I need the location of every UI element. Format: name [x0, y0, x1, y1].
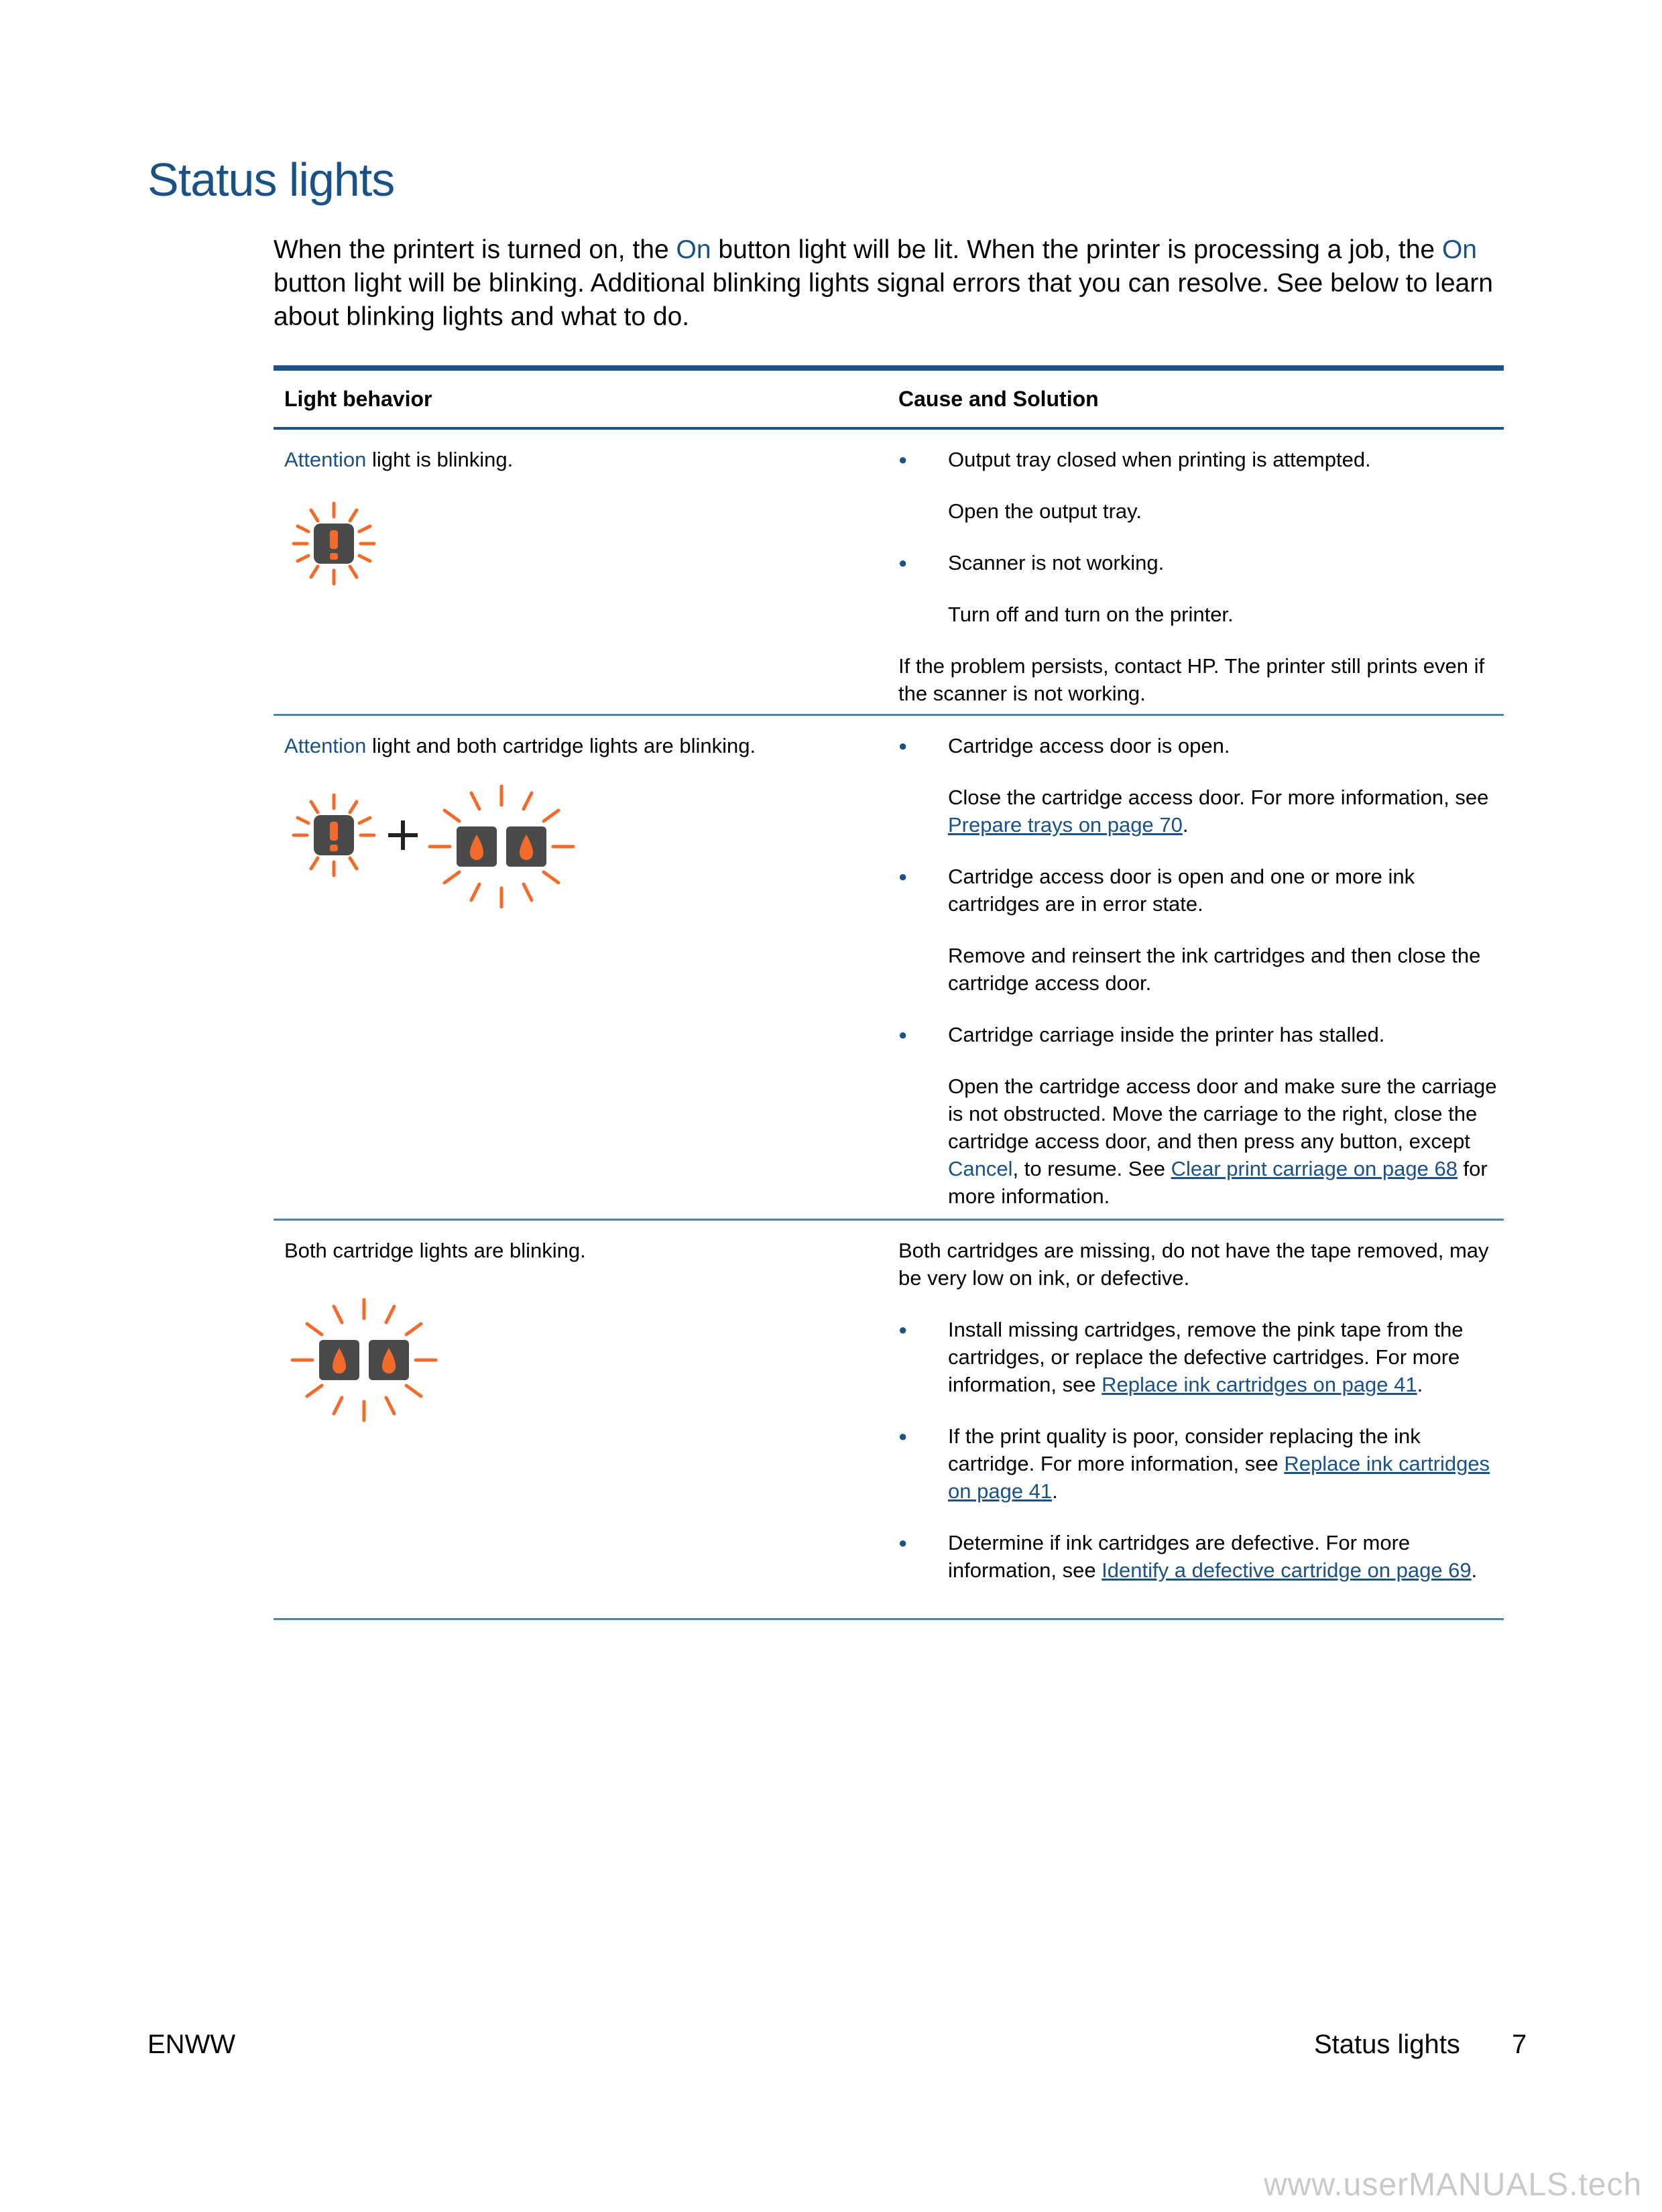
list-item: ● Cartridge carriage inside the printer has stalled. — [898, 1021, 1498, 1048]
list-item: ● Scanner is not working. — [898, 549, 1498, 576]
header-cause-solution: Cause and Solution — [898, 387, 1099, 411]
light-behavior-cell: Attention light is blinking. — [284, 448, 514, 471]
identify-defective-cartridge-link[interactable]: Identify a defective cartridge on page 69 — [1102, 1558, 1472, 1582]
table-header — [274, 371, 1504, 430]
status-lights-table — [274, 365, 1504, 1620]
on-button-term: On — [676, 235, 711, 264]
note-text: If the problem persists, contact HP. The printer still prints even if the scanner is not working. — [898, 654, 1485, 705]
cause-solution-cell: ● Output tray closed when printing is attempted. Open the output tray. ● Scanner is not working. Turn off and turn on the printer. If the problem persists, contact HP. The printer still prints even if the scanner is not working. — [898, 446, 1498, 707]
attention-light-icon — [287, 788, 381, 882]
list-item: ● Determine if ink cartridges are defective. For more information, see Identify a defective cartridge on page 69. — [898, 1529, 1498, 1584]
page-title: Status lights — [147, 153, 395, 206]
prepare-trays-link[interactable]: Prepare trays on page 70 — [948, 813, 1183, 837]
cancel-button-term: Cancel — [948, 1157, 1013, 1180]
table-row — [274, 716, 1504, 1221]
cause-solution-cell — [898, 1237, 1498, 1584]
plus-icon — [384, 816, 422, 854]
clear-print-carriage-link[interactable]: Clear print carriage on page 68 — [1171, 1157, 1458, 1180]
footer-section-title: Status lights — [1314, 2030, 1460, 2059]
table-row — [274, 430, 1504, 716]
cartridge-light-icon — [424, 780, 579, 914]
list-item: ● Output tray closed when printing is attempted. — [898, 446, 1498, 473]
cartridge-light-icon — [287, 1293, 441, 1427]
list-item: ● Install missing cartridges, remove the pink tape from the cartridges, or replace the defective cartridges. For more information, see Replace ink cartridges on page 41. — [898, 1316, 1498, 1398]
replace-ink-cartridges-link[interactable]: Replace ink cartridges on page 41 — [1102, 1373, 1417, 1396]
attention-light-icon — [287, 497, 381, 591]
intro-paragraph: When the printert is turned on, the On button light will be lit. When the printer is processing a job, the On button light will be blinking. Additional blinking lights signal errors that you can resolve. See below to learn about blinking lights and what to do. — [274, 235, 1493, 331]
cause-solution-cell: ● Cartridge access door is open. Close the cartridge access door. For more information, see Prepare trays on page 70. ● Cartridge access door is open and one or more ink cartridges are in error state. Remove and reinsert the ink cartridges and then close the cartridge access door. ● Cartridge carriage inside the printer has stalled. Open the cartridge access door and make sure the carriage is not obstructed. Move the carriage to the right, close the cartridge access door, and then press any button, except Cancel, to resume. See Clear print carriage on page 68 for more information. — [898, 732, 1498, 1210]
footer-left: ENWW — [147, 2030, 236, 2059]
list-item: ● Cartridge access door is open. — [898, 732, 1498, 759]
header-light-behavior: Light behavior — [284, 387, 432, 411]
on-button-term: On — [1441, 235, 1477, 264]
list-item: ● If the print quality is poor, consider replacing the ink cartridge. For more information, see Replace ink cartridges on page 41. — [898, 1422, 1498, 1505]
light-behavior-cell: Both cartridge lights are blinking. — [284, 1239, 586, 1262]
light-behavior-cell: Attention light and both cartridge lights are blinking. — [284, 734, 756, 757]
table-row — [274, 1221, 1504, 1620]
replace-ink-cartridges-link[interactable]: Replace ink cartridges on page 41 — [948, 1452, 1490, 1503]
list-item: ● Cartridge access door is open and one or more ink cartridges are in error state. — [898, 863, 1498, 918]
footer-page-number: 7 — [1512, 2030, 1527, 2059]
watermark-text: www.userMANUALS.tech — [1264, 2167, 1643, 2203]
table-top-rule — [274, 365, 1504, 371]
cause-intro-text: Both cartridges are missing, do not have the tape removed, may be very low on ink, or defective. — [898, 1239, 1489, 1290]
